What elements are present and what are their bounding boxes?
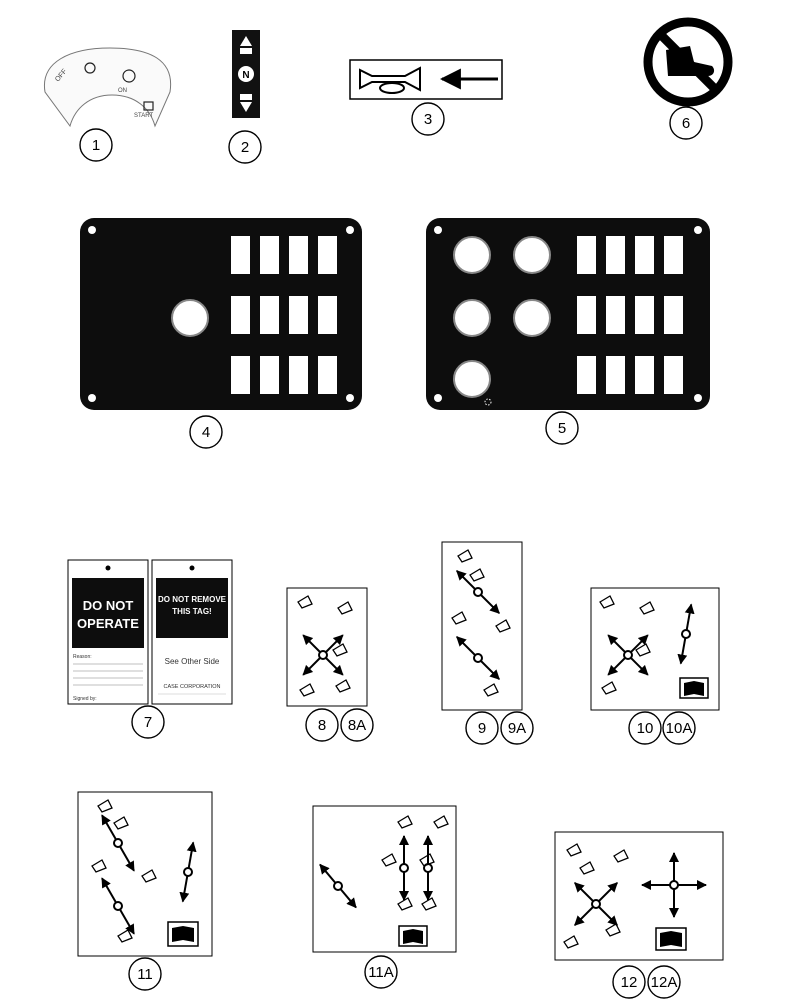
rocker-slot xyxy=(289,356,308,394)
rocker-slot xyxy=(260,296,279,334)
callout-label: 2 xyxy=(240,139,250,156)
rocker-slot xyxy=(289,296,308,334)
rocker-slot xyxy=(635,296,654,334)
rocker-slot xyxy=(318,236,337,274)
rocker-slot xyxy=(606,296,625,334)
callout-label: 10 xyxy=(636,720,654,737)
callout-11 xyxy=(129,958,161,990)
neutral-label: N xyxy=(242,70,250,81)
rocker-slot xyxy=(606,236,625,274)
switch-panel-5 xyxy=(426,218,710,410)
callout-3 xyxy=(412,103,444,135)
callout-12a xyxy=(648,966,680,998)
see-other-side-text: See Other Side xyxy=(164,657,220,666)
rocker-slot xyxy=(606,356,625,394)
tag-back-title-line1: DO NOT REMOVE xyxy=(157,595,227,604)
rocker-slot xyxy=(577,356,596,394)
tag-title-line1: DO NOT xyxy=(82,598,134,613)
callout-label: 9 xyxy=(477,720,487,737)
callout-8a xyxy=(341,709,373,741)
callout-label: 1 xyxy=(91,137,101,154)
rocker-slot xyxy=(231,296,250,334)
callout-label: 8 xyxy=(317,717,327,734)
rocker-slot xyxy=(664,236,683,274)
control-decal-9 xyxy=(442,542,522,710)
callout-10a xyxy=(663,712,695,744)
callout-10 xyxy=(629,712,661,744)
rocker-slot xyxy=(260,236,279,274)
horn-decal xyxy=(350,60,502,99)
callout-9a xyxy=(501,712,533,744)
tag-back-title-line2: THIS TAG! xyxy=(172,607,212,616)
callout-label: 6 xyxy=(681,115,691,132)
rocker-slot xyxy=(231,236,250,274)
callout-12 xyxy=(613,966,645,998)
switch-panel-4 xyxy=(80,218,362,410)
rocker-slot xyxy=(289,236,308,274)
control-decal-8 xyxy=(287,588,367,706)
switch-start-label: START xyxy=(134,113,154,119)
signed-by-label: Signed by: xyxy=(73,696,97,702)
rocker-slot xyxy=(577,296,596,334)
callout-2 xyxy=(229,131,261,163)
callout-8 xyxy=(306,709,338,741)
switch-on-label: ON xyxy=(118,88,127,94)
rocker-slot xyxy=(664,296,683,334)
rocker-slot xyxy=(318,356,337,394)
rocker-slot xyxy=(635,356,654,394)
callout-1 xyxy=(80,129,112,161)
callout-6 xyxy=(670,107,702,139)
callout-label: 12 xyxy=(620,974,638,991)
key-switch-decal xyxy=(44,48,170,126)
company-name: CASE CORPORATION xyxy=(163,684,221,690)
callout-7 xyxy=(132,706,164,738)
callout-label: 9A xyxy=(507,720,527,737)
rocker-slot xyxy=(260,356,279,394)
callout-label: 11 xyxy=(137,966,153,983)
direction-decal xyxy=(232,30,260,118)
rocker-slot xyxy=(664,356,683,394)
switch-off-label: OFF xyxy=(54,68,69,84)
callout-label: 11A xyxy=(368,964,394,981)
callout-label: 12A xyxy=(650,974,678,991)
do-not-operate-tag-back xyxy=(152,560,232,704)
callout-label: 3 xyxy=(423,111,433,128)
round-opening xyxy=(172,300,208,336)
reason-label: Reason: xyxy=(73,654,92,660)
no-step-decal xyxy=(648,22,728,102)
do-not-operate-tag-front xyxy=(68,560,148,704)
rocker-slot xyxy=(318,296,337,334)
callout-label: 7 xyxy=(143,714,153,731)
callout-11a xyxy=(365,956,397,988)
callout-label: 10A xyxy=(665,720,693,737)
tag-title-line2: OPERATE xyxy=(77,616,139,631)
callout-label: 5 xyxy=(557,420,567,437)
rocker-slot xyxy=(635,236,654,274)
callout-5 xyxy=(546,412,578,444)
callout-9 xyxy=(466,712,498,744)
control-decal-11a xyxy=(313,806,456,952)
rocker-slot xyxy=(231,356,250,394)
callout-label: 8A xyxy=(347,717,367,734)
callout-4 xyxy=(190,416,222,448)
rocker-slot xyxy=(577,236,596,274)
callout-label: 4 xyxy=(201,424,211,441)
